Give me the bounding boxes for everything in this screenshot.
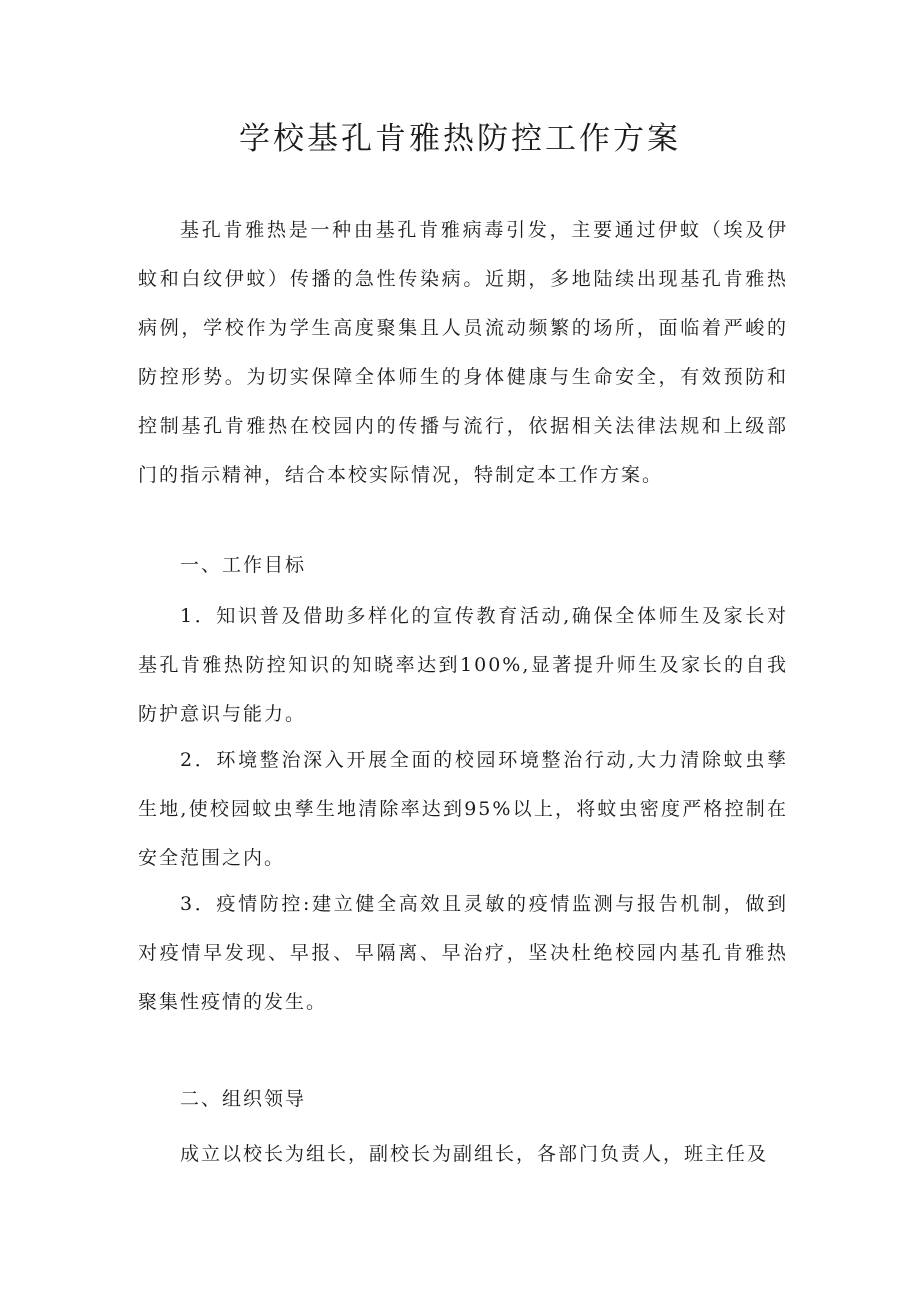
intro-paragraph: 基孔肯雅热是一种由基孔肯雅病毒引发，主要通过伊蚊（埃及伊蚊和白纹伊蚊）传播的急性传染病。近期，多地陆续出现基孔肯雅热病例，学校作为学生高度聚集且人员流动频繁的场所，面临着严峻的防控形势。为切实保障全体师生的身体健康与生命安全，有效预防和控制基孔肯雅热在校园内的传播与流行，依据相关法律法规和上级部门的指示精神，结合本校实际情况，特制定本工作方案。 [138, 219, 788, 486]
organization-paragraph: 成立以校长为组长，副校长为副组长，各部门负责人，班主任及 [180, 1143, 769, 1165]
goal-item-knowledge: 1．知识普及借助多样化的宣传教育活动,确保全体师生及家长对基孔肯雅热防控知识的知晓率达到100%,显著提升师生及家长的自我防护意识与能力。 [138, 605, 788, 725]
section-heading-goals: 一、工作目标 [180, 554, 307, 576]
goal-item-epidemic-control: 3．疫情防控:建立健全高效且灵敏的疫情监测与报告机制，做到对疫情早发现、早报、早隔离、早治疗，坚决杜绝校园内基孔肯雅热聚集性疫情的发生。 [138, 893, 788, 1013]
goal-item-environment: 2．环境整治深入开展全面的校园环境整治行动,大力清除蚊虫孳生地,使校园蚊虫孳生地清除率达到95%以上，将蚊虫密度严格控制在安全范围之内。 [138, 749, 788, 869]
document-title: 学校基孔肯雅热防控工作方案 [239, 121, 681, 157]
section-heading-organization: 二、组织领导 [180, 1088, 307, 1110]
